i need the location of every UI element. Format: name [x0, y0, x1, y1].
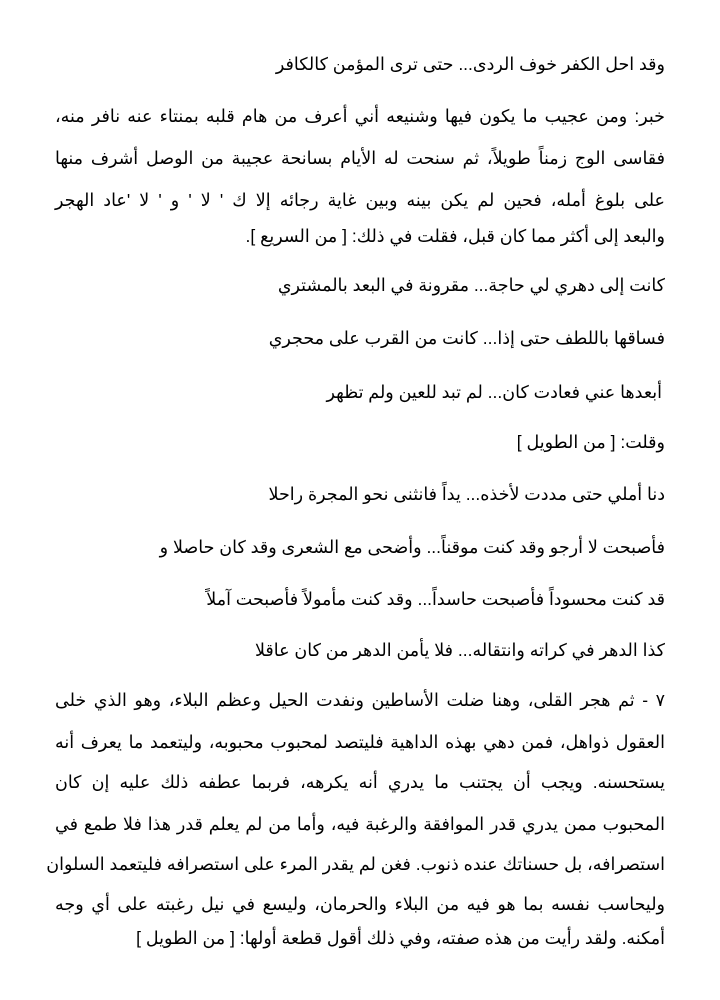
prose-line: على بلوغ أمله، فحين لم يكن بينه وبين غاية رجائه إلا ك ' لا ' و ' لا 'عاد الهجر: [55, 190, 665, 210]
poem-line: فأصبحت لا أرجو وقد كنت موقناً... وأضحى مع الشعرى وقد كان حاصلا و: [159, 537, 665, 557]
poem-line: فساقها باللطف حتى إذا... كانت من القرب على محجري: [268, 328, 665, 348]
prose-line: المحبوب ممن يدري قدر الموافقة والرغبة فيه، وأما من لم يعلم قدر هذا فلا طمع في: [55, 814, 665, 834]
prose-line: أمكنه. ولقد رأيت من هذه صفته، وفي ذلك أقول قطعة أولها: [ من الطويل ]: [136, 928, 665, 948]
prose-line: والبعد إلى أكثر مما كان قبل، فقلت في ذلك: [ من السريع ].: [245, 226, 665, 246]
prose-line: ٧ - ثم هجر القلى، وهنا ضلت الأساطين ونفدت الحيل وعظم البلاء، وهو الذي خلى: [55, 690, 665, 710]
prose-line: العقول ذواهل، فمن دهي بهذه الداهية فليتصد لمحبوب محبوبه، وليتعمد ما يعرف أنه: [55, 732, 665, 752]
prose-line: فقاسى الوج زمناً طويلاً، ثم سنحت له الأيام بسانحة عجيبة من الوصل أشرف منها: [55, 148, 665, 168]
prose-line: استصرافه، بل حسناتك عنده ذنوب. فغن لم يقدر المرء على استصرافه فليتعمد السلوان: [46, 854, 665, 874]
prose-line: خبر: ومن عجيب ما يكون فيها وشنيعه أني أعرف من هام قلبه بمنتاء عنه نافر منه،: [55, 106, 665, 126]
prose-line: يستحسنه. ويجب أن يجتنب ما يدري أنه يكرهه، فربما عطفه ذلك عليه إن كان: [55, 772, 665, 792]
poem-line: أبعدها عني فعادت كان... لم تبد للعين ولم تظهر: [326, 382, 662, 402]
poem-line: دنا أملي حتى مددت لأخذه... يداً فانثنى نحو المجرة راحلا: [268, 484, 665, 504]
poem-line: قد كنت محسوداً فأصبحت حاسداً... وقد كنت مأمولاً فأصبحت آملاً: [206, 589, 665, 609]
prose-line: وليحاسب نفسه بما هو فيه من البلاء والحرمان، وليسع في نيل رغبته على أي وجه: [55, 894, 665, 914]
poem-line: كذا الدهر في كراته وانتقاله... فلا يأمن الدهر من كان عاقلا: [254, 640, 665, 660]
poem-line: وقد احل الكفر خوف الردى... حتى ترى المؤمن كالكافر: [275, 54, 665, 74]
verse-meter-label: وقلت: [ من الطويل ]: [516, 432, 665, 452]
poem-line: كانت إلى دهري لي حاجة... مقرونة في البعد بالمشتري: [277, 275, 665, 295]
